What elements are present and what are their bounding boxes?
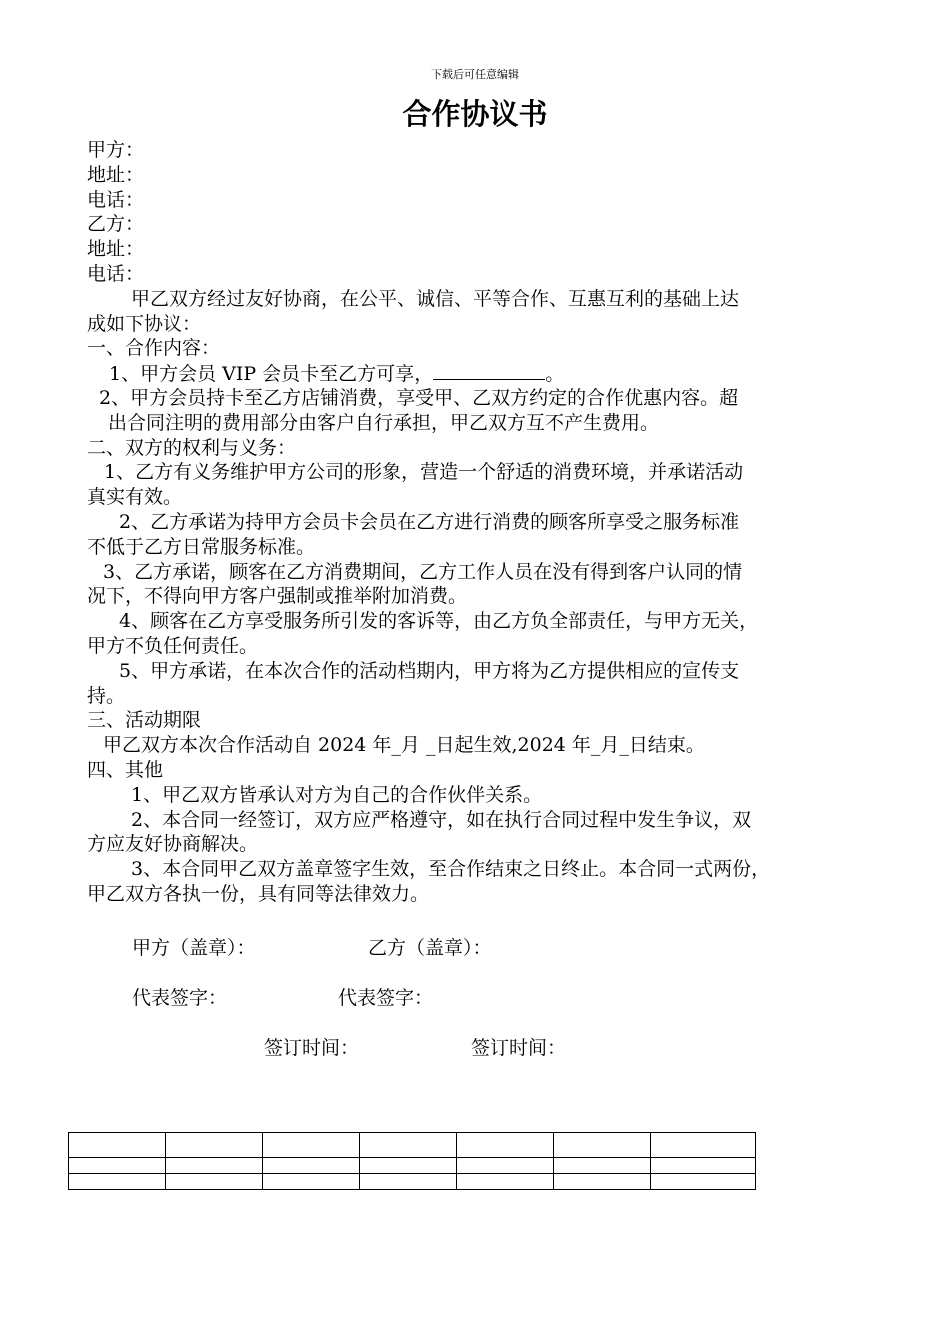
document-body [87,138,887,907]
table-cell [651,1133,756,1158]
party-b-label: 乙方： [87,213,145,236]
section-1-heading: 一、合作内容： [87,337,221,360]
party-a-phone-label: 电话： [87,188,145,211]
party-a-label: 甲方： [87,139,145,161]
section-1-item-1 [87,361,887,386]
section-2-item-3-line-2: 况下，不得向甲方客户强制或推举附加消费。 [87,585,468,608]
table-cell [360,1133,457,1158]
section-1-item-1-text: 1、甲方会员 VIP 会员卡至乙方可享 [109,363,415,386]
section-2-item-1-line-1: 1、乙方有义务维护甲方公司的形象，营造一个舒适的消费环境，并承诺活动 [104,461,744,484]
section-3-line-1: 甲乙双方本次合作活动自 2024 年_月 _日起生效,2024 年_月_日结束。 [103,734,705,757]
table-cell [263,1133,360,1158]
section-4-heading: 四、其他 [87,758,164,781]
table-cell [554,1158,651,1174]
header-note: 下载后可任意编辑 [431,68,519,81]
section-2-item-2-line-2: 不低于乙方日常服务标准。 [87,535,316,558]
section-4-item-3-line-2: 甲乙双方各执一份，具有同等法律效力。 [87,882,430,905]
table-cell [554,1133,651,1158]
table-row [69,1174,756,1190]
section-2-item-5-line-2: 持。 [87,684,126,707]
table-cell [69,1174,166,1190]
party-b-phone-label: 电话： [87,262,145,285]
section-2-item-3-line-1: 3、乙方承诺，顾客在乙方消费期间，乙方工作人员在没有得到客户认同的情 [103,560,743,583]
party-a-seal-label: 甲方（盖章）： [132,937,256,959]
section-2-item-4-line-2: 甲方不负任何责任。 [87,634,259,657]
table-cell [69,1133,166,1158]
party-a-date-label: 签订时间： [264,1037,360,1059]
section-2-item-1-line-2: 真实有效。 [87,486,183,509]
section-1-item-1-end: 。 [545,363,565,386]
section-2-item-4-line-1: 4、顾客在乙方享受服务所引发的客诉等，由乙方负全部责任，与甲方无关， [119,610,759,633]
section-1-item-1-comma: ， [414,363,434,386]
intro-line-1: 甲乙双方经过友好协商，在公平、诚信、平等合作、互惠互利的基础上达 [131,287,740,310]
section-4-item-1: 1、甲乙双方皆承认对方为自己的合作伙伴关系。 [131,783,543,806]
table-cell [360,1158,457,1174]
table-cell [457,1174,554,1190]
section-2-item-5-line-1: 5、甲方承诺，在本次合作的活动档期内，甲方将为乙方提供相应的宣传支 [119,659,740,682]
section-4-item-2-line-2: 方应友好协商解决。 [87,833,259,856]
intro-line-2: 成如下协议： [87,312,202,335]
party-b-seal-label: 乙方（盖章）： [368,937,492,959]
party-a-address-label: 地址： [87,163,145,186]
section-4-item-3-line-1: 3、本合同甲乙双方盖章签字生效，至合作结束之日终止。本合同一式两份， [131,858,771,881]
table-cell [263,1158,360,1174]
section-1-item-2-line-2: 出合同注明的费用部分由客户自行承担，甲乙双方互不产生费用。 [108,411,660,434]
table-cell [457,1133,554,1158]
section-4-item-2-line-1: 2、本合同一经签订，双方应严格遵守，如在执行合同过程中发生争议，双 [131,808,752,831]
section-3-heading: 三、活动期限 [87,709,202,732]
document-title: 合作协议书 [402,97,548,131]
section-1-item-2-line-1: 2、甲方会员持卡至乙方店铺消费，享受甲、乙双方约定的合作优惠内容。超 [99,386,739,409]
table-cell [554,1174,651,1190]
table-cell [651,1174,756,1190]
table-cell [360,1174,457,1190]
party-a-rep-label: 代表签字： [132,987,228,1009]
party-b-address-label: 地址： [87,238,145,261]
table-cell [263,1174,360,1190]
table-cell [166,1174,263,1190]
table-cell [166,1158,263,1174]
party-b-date-label: 签订时间： [471,1037,567,1059]
table-row [69,1133,756,1158]
table-cell [166,1133,263,1158]
table-cell [457,1158,554,1174]
section-2-item-2-line-1: 2、乙方承诺为持甲方会员卡会员在乙方进行消费的顾客所享受之服务标准 [119,510,740,533]
table-cell [651,1158,756,1174]
table-row [69,1158,756,1174]
footer-table [68,1132,756,1190]
party-b-rep-label: 代表签字： [338,987,434,1009]
fill-in-blank [433,361,545,380]
section-2-heading: 二、双方的权利与义务： [87,436,297,459]
table-cell [69,1158,166,1174]
